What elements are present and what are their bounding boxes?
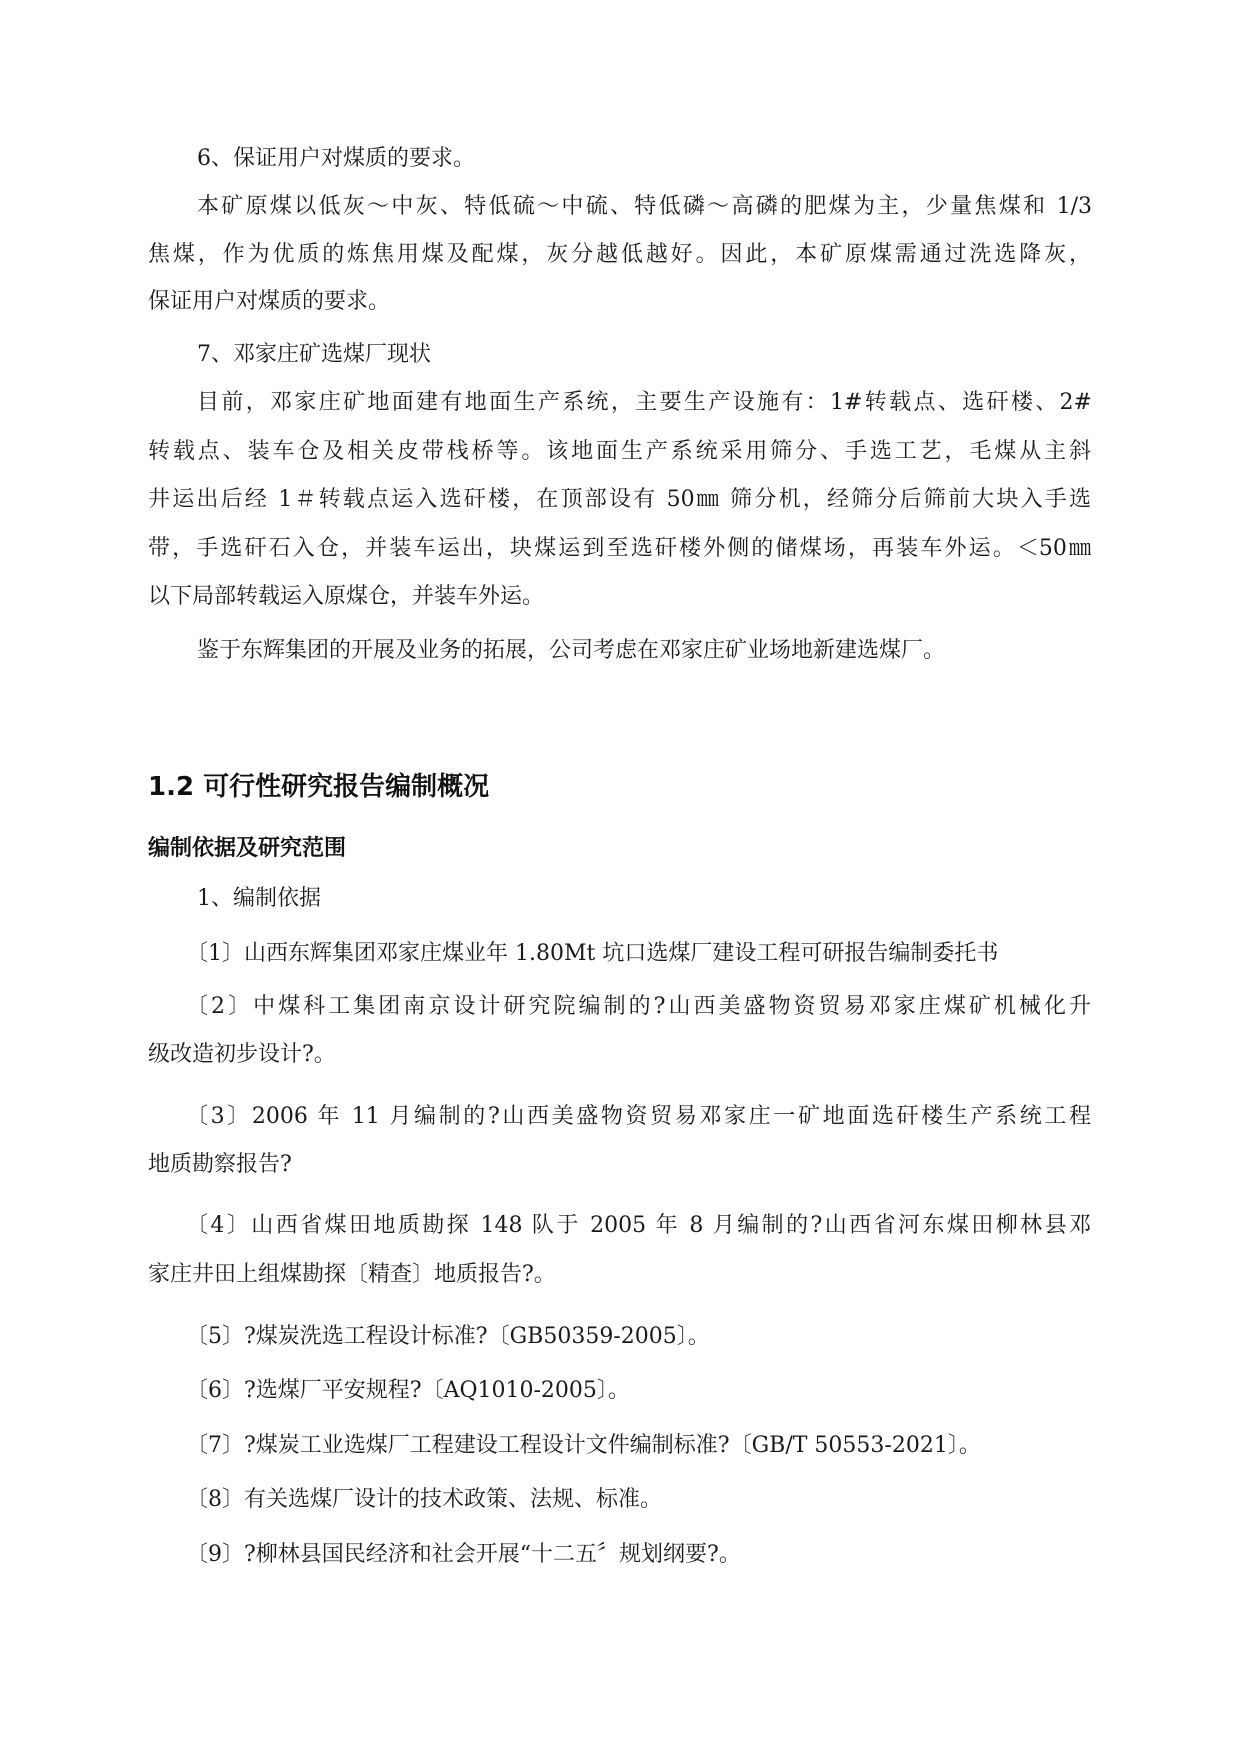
list-item-continuation: 家庄井田上组煤勘探〔精查〕地质报告?。 [148,1262,556,1287]
paragraph-line: 焦煤，作为优质的炼焦用煤及配煤，灰分越低越好。因此，本矿原煤需通过洗选降灰， [148,242,1091,267]
list-item-continuation: 级改造初步设计?。 [148,1042,336,1067]
paragraph-line: 转载点、装车仓及相关皮带栈桥等。该地面生产系统采用筛分、手选工艺，毛煤从主斜 [148,439,1091,464]
list-item: 〔2〕中煤科工集团南京设计研究院编制的?山西美盛物资贸易邓家庄煤矿机械化升 [186,994,1091,1019]
paragraph-line: 鉴于东辉集团的开展及业务的拓展，公司考虑在邓家庄矿业场地新建选煤厂。 [197,638,946,663]
paragraph-item-6-title: 6、保证用户对煤质的要求。 [197,146,475,171]
paragraph-line: 井运出后经 1＃转载点运入选矸楼，在顶部设有 50㎜ 筛分机，经筛分后筛前大块入手选 [148,487,1091,512]
list-item-continuation: 地质勘察报告? [148,1152,292,1177]
list-item: 〔9〕?柳林县国民经济和社会开展“十二五〞规划纲要?。 [186,1542,741,1567]
paragraph-line: 本矿原煤以低灰～中灰、特低硫～中硫、特低磷～高磷的肥煤为主，少量焦煤和 1/3 [197,194,1092,219]
list-item: 〔5〕?煤炭洗选工程设计标准?〔GB50359-2005〕。 [186,1324,710,1349]
paragraph-line: 目前，邓家庄矿地面建有地面生产系统，主要生产设施有：1#转载点、选矸楼、2# [197,390,1092,415]
list-title: 1、编制依据 [197,886,321,911]
list-item: 〔1〕山西东辉集团邓家庄煤业年 1.80Mt 坑口选煤厂建设工程可研报告编制委托书 [186,941,999,966]
paragraph-item-7-title: 7、邓家庄矿选煤厂现状 [197,342,431,367]
section-heading: 1.2 可行性研究报告编制概况 [148,772,490,802]
paragraph-line: 以下局部转载运入原煤仓，并装车外运。 [148,584,545,609]
paragraph-line: 带，手选矸石入仓，并装车运出，块煤运到至选矸楼外侧的储煤场，再装车外运。＜50㎜ [148,536,1091,561]
subsection-heading: 编制依据及研究范围 [148,836,347,861]
list-item: 〔6〕?选煤厂平安规程?〔AQ1010-2005〕。 [186,1378,630,1403]
list-item: 〔8〕有关选煤厂设计的技术政策、法规、标准。 [186,1487,662,1512]
paragraph-line: 保证用户对煤质的要求。 [148,289,391,314]
list-item: 〔7〕?煤炭工业选煤厂工程建设工程设计文件编制标准?〔GB/T 50553-2021〕。 [186,1433,981,1458]
list-item: 〔3〕2006 年 11 月编制的?山西美盛物资贸易邓家庄一矿地面选矸楼生产系统工程 [186,1104,1091,1129]
list-item: 〔4〕山西省煤田地质勘探 148 队于 2005 年 8 月编制的?山西省河东煤田柳林县邓 [186,1213,1091,1238]
